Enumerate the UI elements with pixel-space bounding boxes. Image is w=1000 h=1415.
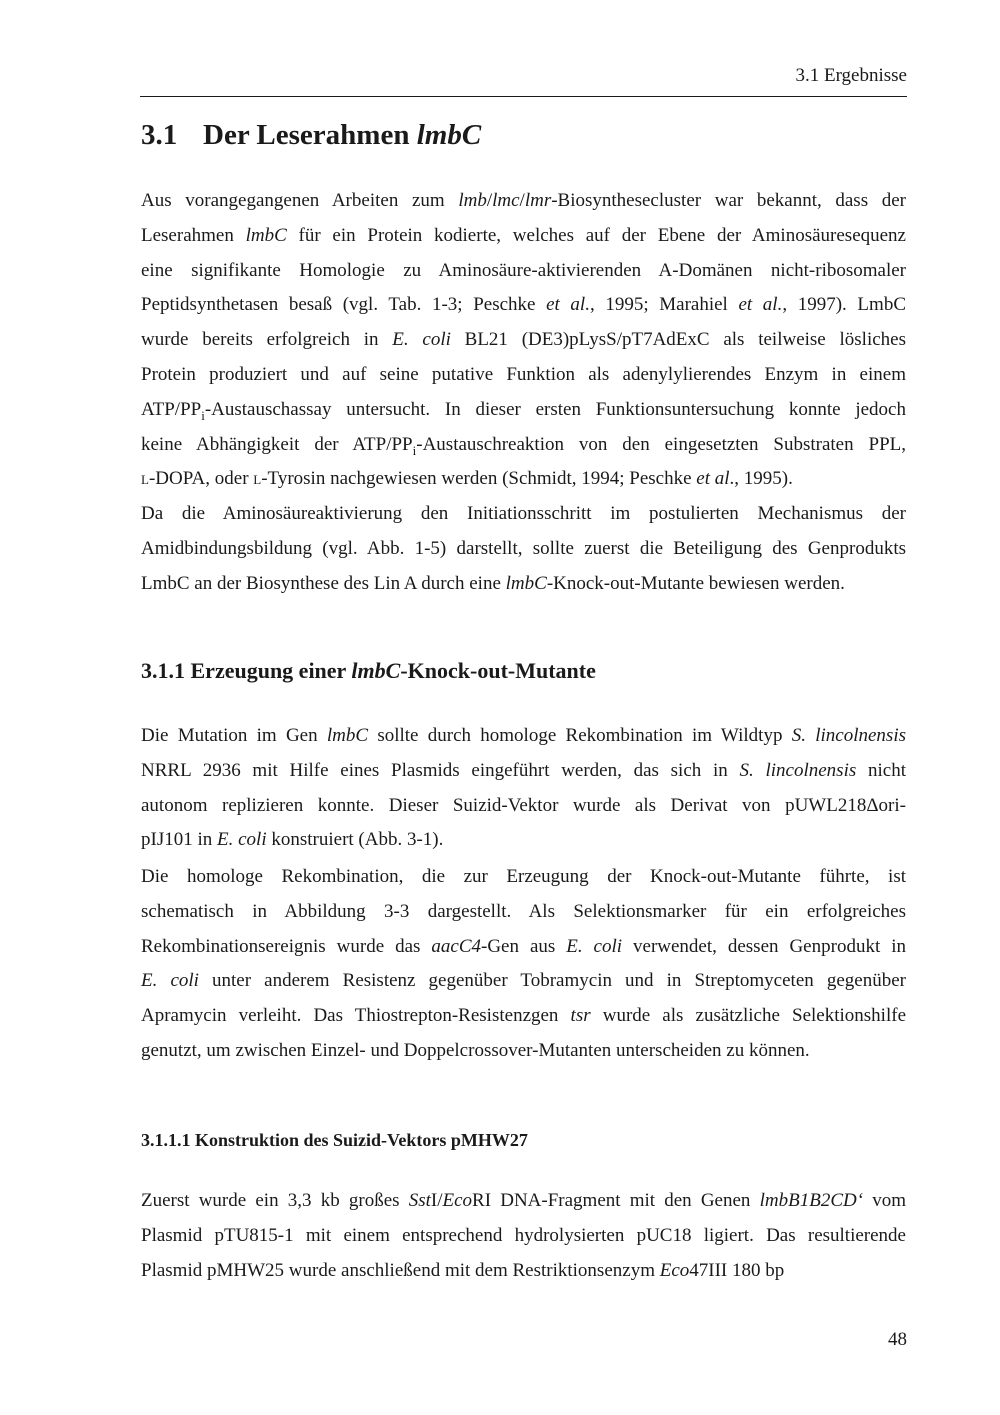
italic-run: aacC4 <box>431 935 481 957</box>
text-run: 47III 180 bp <box>689 1259 785 1281</box>
text-run: Amidbindungsbildung (vgl. Abb. 1-5) darstellt, sollte zuerst die Beteiligung des Genprodukts <box>141 537 906 559</box>
text-run: NRRL 2936 mit Hilfe eines Plasmids eingeführt werden, das sich in <box>141 759 740 781</box>
smallcaps-run: l <box>253 468 262 490</box>
subsection-title: Erzeugung einer <box>190 658 352 683</box>
italic-run: lmbC <box>505 572 547 594</box>
paragraph-3 <box>141 719 906 858</box>
text-line <box>141 860 906 895</box>
subsubsection-heading: 3.1.1.1 Konstruktion des Suizid-Vektors pMHW27 <box>141 1130 528 1150</box>
smallcaps-run: l <box>141 468 149 490</box>
italic-run: S. lincolnensis <box>739 759 857 781</box>
text-run: -Tyrosin nachgewiesen werden (Schmidt, 1994; Peschke <box>261 468 697 490</box>
text-run: Zuerst wurde ein 3,3 kb großes <box>141 1190 409 1211</box>
text-run: Leserahmen <box>141 224 246 246</box>
subsection-title-rest: -Knock-out-Mutante <box>400 658 596 683</box>
text-run: wurde bereits erfolgreich in <box>141 329 393 351</box>
text-run: -Gen aus <box>481 935 567 957</box>
text-run: Die Mutation im Gen <box>141 725 327 746</box>
section-title-gene: lmbC <box>416 119 482 151</box>
text-run: / <box>486 190 493 211</box>
text-line <box>141 789 906 824</box>
text-run: für ein Protein kodierte, welches auf der Ebene der Aminosäuresequenz <box>286 224 906 246</box>
text-line <box>141 532 906 567</box>
text-run: / <box>519 190 525 211</box>
text-line <box>141 462 906 497</box>
text-run: BL21 (DE3)pLysS/pT7AdExC als teilweise lösliches <box>450 329 906 351</box>
text-run: LmbC an der Biosynthese des Lin A durch eine <box>141 572 506 594</box>
subsection-title-gene: lmbC <box>351 658 401 683</box>
text-run: Die homologe Rekombination, die zur Erzeugung der Knock-out-Mutante führte, ist <box>141 866 906 887</box>
italic-run: lmbC <box>326 725 369 746</box>
section-title: Der Leserahmen <box>203 119 417 151</box>
text-run: -Knock-out-Mutante bewiesen werden. <box>546 572 845 594</box>
text-run: wurde als zusätzliche Selektionshilfe <box>590 1005 906 1027</box>
paragraph-4 <box>141 860 906 1069</box>
text-line <box>141 393 906 428</box>
text-run: Peptidsynthetasen besaß (vgl. Tab. 1-3; Peschke <box>141 294 547 316</box>
text-line <box>141 1219 906 1254</box>
text-run: Protein produziert und auf seine putative Funktion als adenylylierendes Enzym in einem <box>141 363 906 385</box>
italic-run: S. lincolnensis <box>791 725 907 746</box>
text-line <box>141 288 906 323</box>
text-run: eine signifikante Homologie zu Aminosäure-aktivierenden A-Domänen nicht-ribosomaler <box>141 259 906 281</box>
italic-run: Eco <box>442 1190 473 1211</box>
text-line <box>141 254 906 289</box>
text-run: , 1997). LmbC <box>782 294 906 316</box>
page-number: 48 <box>888 1329 907 1350</box>
text-run: genutzt, um zwischen Einzel- und Doppelcrossover-Mutanten unterscheiden zu können. <box>141 1039 810 1061</box>
italic-run: lmbB1B2CD‘ <box>759 1190 864 1211</box>
header-rule <box>140 96 907 97</box>
running-header: 3.1 Ergebnisse <box>795 65 907 86</box>
text-line <box>141 823 906 858</box>
text-line <box>141 219 906 254</box>
paragraph-1 <box>141 184 906 497</box>
subscript-run: i <box>201 407 205 423</box>
text-run: unter anderem Resistenz gegenüber Tobramycin und in Streptomyceten gegenüber <box>198 970 906 992</box>
text-run: Aus vorangegangenen Arbeiten zum <box>141 190 459 211</box>
text-line <box>141 567 906 602</box>
italic-run: et al. <box>546 294 590 316</box>
text-line <box>141 754 906 789</box>
text-line <box>141 1184 906 1219</box>
text-line <box>141 497 906 532</box>
italic-run: E. coli <box>217 829 267 851</box>
text-run: ., 1995). <box>729 468 793 490</box>
italic-run: Eco <box>659 1259 690 1281</box>
text-run: Apramycin verleiht. Das Thiostrepton-Resistenzgen <box>141 1005 571 1027</box>
subscript-run: i <box>412 442 417 458</box>
text-line <box>141 895 906 930</box>
text-line <box>141 1034 906 1069</box>
text-run: konstruiert (Abb. 3-1). <box>266 829 444 851</box>
italic-run: tsr <box>570 1005 591 1027</box>
italic-run: et al. <box>738 294 783 316</box>
text-line <box>141 184 906 219</box>
italic-run: lmbC <box>245 224 287 246</box>
text-run: sollte durch homologe Rekombination im Wildtyp <box>368 725 792 746</box>
text-run: -DOPA, oder <box>148 468 254 490</box>
text-run: I/ <box>430 1190 443 1211</box>
text-run: vom <box>863 1190 907 1211</box>
text-line <box>141 999 906 1034</box>
text-run: , 1995; Marahiel <box>589 294 739 316</box>
text-run: ATP/PP <box>141 398 202 420</box>
text-run: -Biosynthesecluster war bekannt, dass der <box>551 190 906 211</box>
italic-run: et al <box>696 468 730 490</box>
text-run: RI DNA-Fragment mit den Genen <box>472 1190 760 1211</box>
text-run: pIJ101 in <box>141 829 217 851</box>
text-line <box>141 930 906 965</box>
text-run: Plasmid pMHW25 wurde anschließend mit dem Restriktionsenzym <box>141 1259 660 1281</box>
text-line <box>141 719 906 754</box>
text-run: Rekombinationsereignis wurde das <box>141 935 432 957</box>
text-line <box>141 428 906 463</box>
italic-run: E. coli <box>392 329 451 351</box>
subsection-number: 3.1.1 <box>141 658 185 683</box>
subsection-heading <box>141 656 596 686</box>
italic-run: lmr <box>524 190 552 211</box>
text-run: autonom replizieren konnte. Dieser Suizid-Vektor wurde als Derivat von pUWL218Δori- <box>141 794 906 816</box>
italic-run: lmb <box>458 190 487 211</box>
text-line <box>141 323 906 358</box>
text-line <box>141 964 906 999</box>
paragraph-5 <box>141 1184 906 1288</box>
paragraph-2 <box>141 497 906 601</box>
text-run: Da die Aminosäureaktivierung den Initiationsschritt im postulierten Mechanismus der <box>141 503 906 524</box>
italic-run: lmc <box>492 190 520 211</box>
italic-run: Sst <box>408 1190 431 1211</box>
text-line <box>141 358 906 393</box>
section-heading <box>141 117 481 153</box>
text-line <box>141 1254 906 1289</box>
italic-run: E. coli <box>566 935 623 957</box>
text-run: verwendet, dessen Genprodukt in <box>622 935 906 957</box>
italic-run: E. coli <box>141 970 199 992</box>
text-run: Plasmid pTU815-1 mit einem entsprechend hydrolysierten pUC18 ligiert. Das resultierende <box>141 1224 906 1246</box>
text-run: -Austauschreaktion von den eingesetzten Substraten PPL, <box>416 433 906 455</box>
section-number: 3.1 <box>141 119 178 151</box>
text-run: schematisch in Abbildung 3-3 dargestellt. Als Selektionsmarker für ein erfolgreiches <box>141 900 906 922</box>
text-run: nicht <box>856 759 906 781</box>
text-run: keine Abhängigkeit der ATP/PP <box>141 433 413 455</box>
text-run: -Austauschassay untersucht. In dieser ersten Funktionsuntersuchung konnte jedoch <box>204 398 906 420</box>
